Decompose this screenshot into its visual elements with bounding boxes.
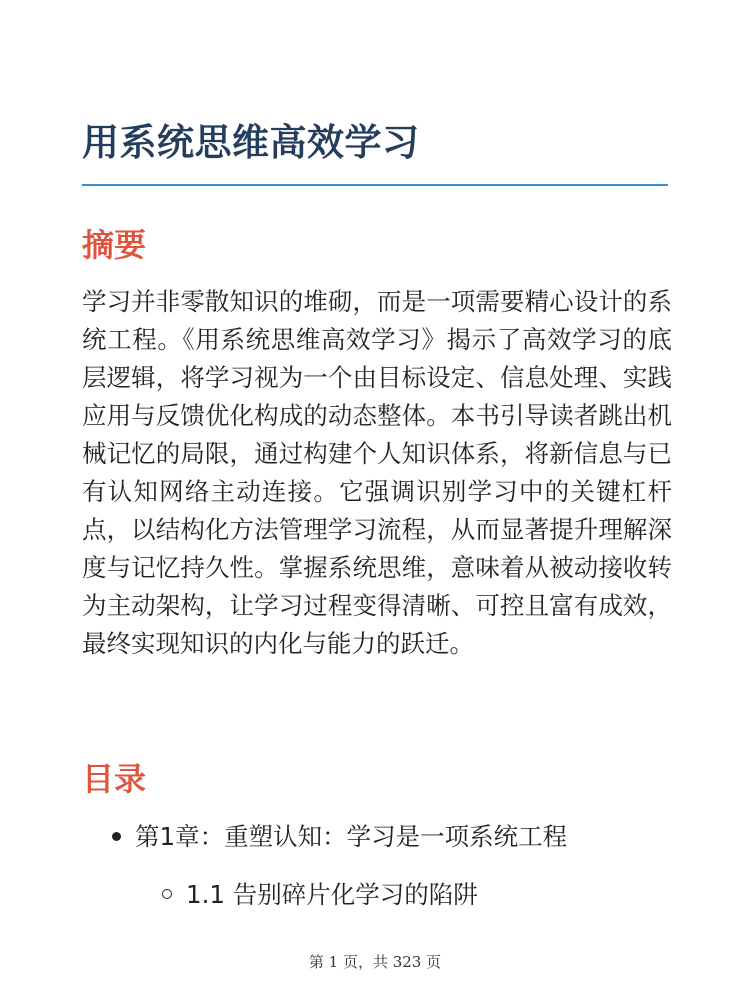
toc-item-label: 第1章：重塑认知：学习是一项系统工程: [135, 822, 568, 851]
toc-item-chapter-1[interactable]: [112, 818, 567, 853]
bullet-circle-icon: [162, 889, 172, 899]
document-title: 用系统思维高效学习: [82, 121, 420, 164]
bullet-disc-icon: [112, 832, 121, 841]
page-number-footer: 第 1 页，共 323 页: [308, 953, 442, 971]
toc-item-label: 1.1 告别碎片化学习的陷阱: [186, 880, 478, 909]
summary-heading: 摘要: [82, 226, 147, 264]
toc-item-section-1-1[interactable]: [162, 876, 478, 911]
toc-heading: 目录: [82, 760, 147, 798]
title-divider: [82, 184, 668, 186]
summary-paragraph: 学习并非零散知识的堆砌，而是一项需要精心设计的系统工程。《用系统思维高效学习》揭示了高效学习的底层逻辑，将学习视为一个由目标设定、信息处理、实践应用与反馈优化构成的动态整体。本书引导读者跳出机械记忆的局限，通过构建个人知识体系，将新信息与已有认知网络主动连接。它强调识别学习中的关键杠杆点，以结构化方法管理学习流程，从而显著提升理解深度与记忆持久性。掌握系统思维，意味着从被动接收转为主动架构，让学习过程变得清晰、可控且富有成效，最终实现知识的内化与能力的跃迁。: [82, 287, 672, 658]
